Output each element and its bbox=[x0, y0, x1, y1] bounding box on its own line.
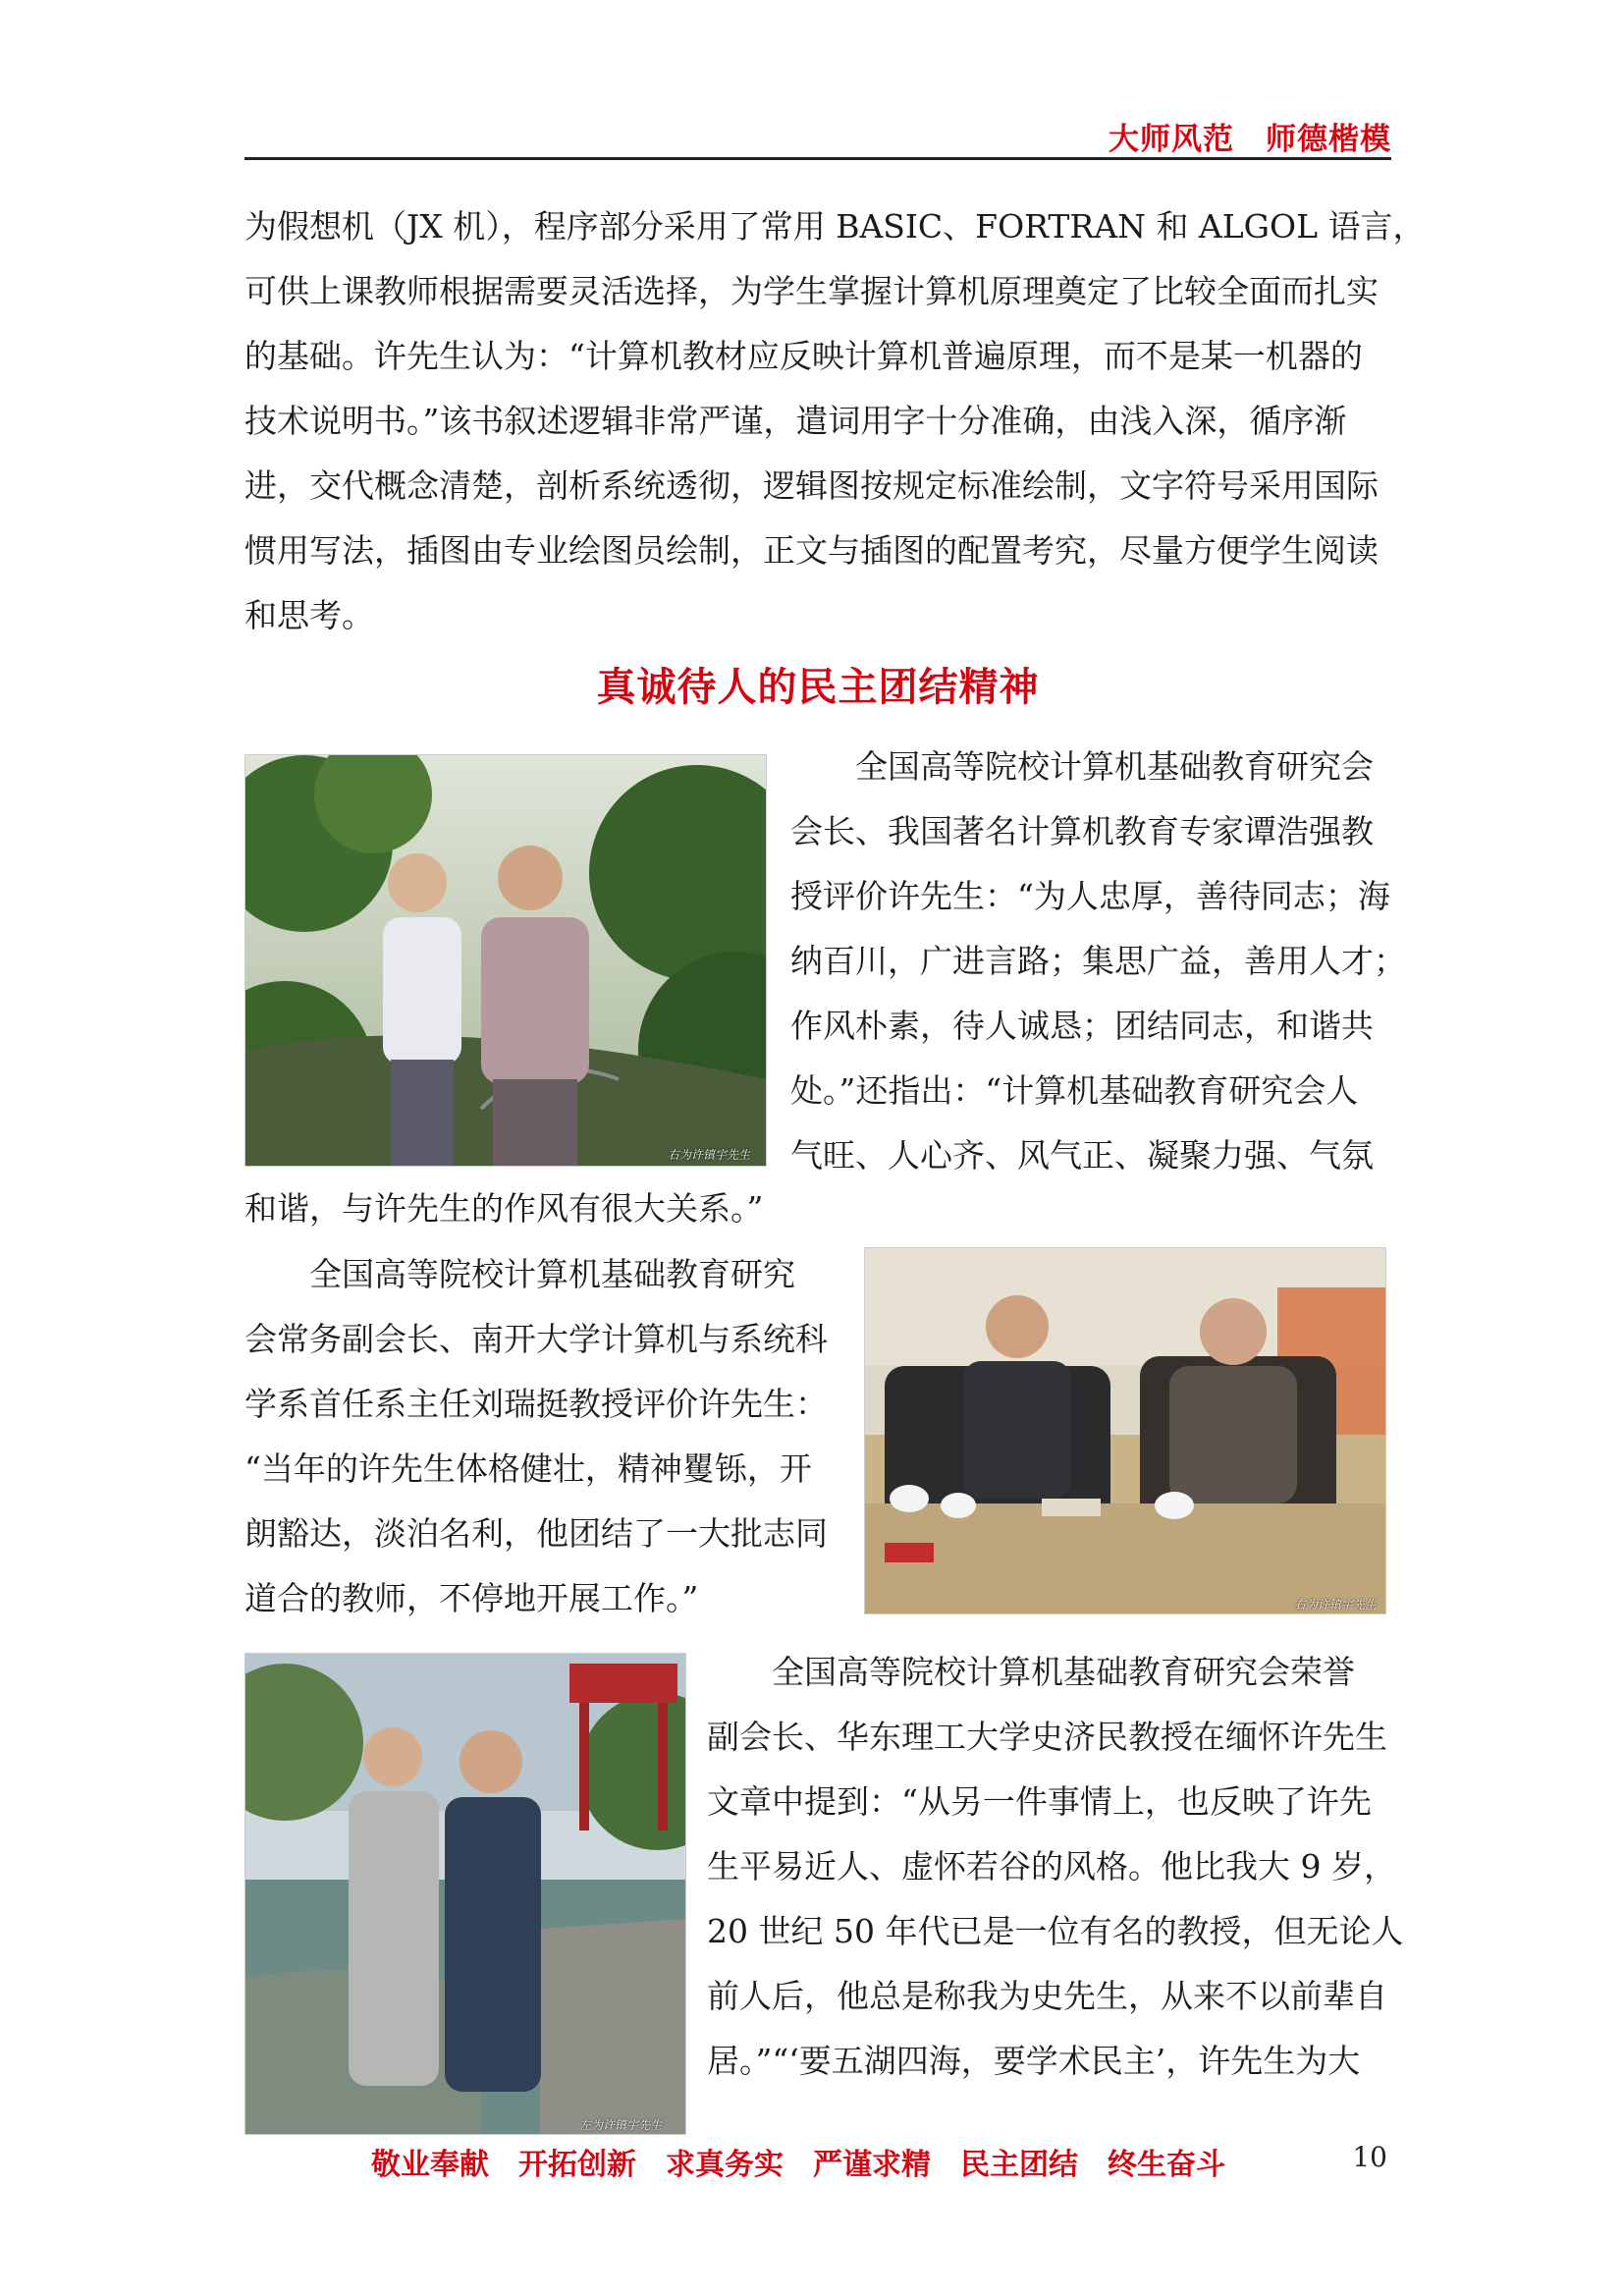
text-line: 20 世纪 50 年代已是一位有名的教授，但无论人 bbox=[707, 1912, 1404, 1950]
text-line: 气旺、人心齐、风气正、凝聚力强、气氛 bbox=[790, 1136, 1374, 1175]
block1-paragraph bbox=[790, 735, 1406, 1188]
block3-paragraph bbox=[707, 1640, 1404, 2094]
text-line: 技术说明书。”该书叙述逻辑非常严谨，遣词用字十分准确，由浅入深，循序渐 bbox=[244, 402, 1347, 440]
text-line: 全国高等院校计算机基础教育研究会 bbox=[855, 747, 1374, 786]
text-line: 惯用写法，插图由专业绘图员绘制，正文与插图的配置考究，尽量方便学生阅读 bbox=[244, 531, 1379, 570]
text-line: 会常务副会长、南开大学计算机与系统科 bbox=[244, 1320, 828, 1358]
text-line: 学系首任系主任刘瑞挺教授评价许先生： bbox=[244, 1385, 828, 1423]
text-line: 作风朴素，待人诚恳；团结同志，和谐共 bbox=[790, 1007, 1374, 1045]
photo-meeting-room bbox=[864, 1247, 1386, 1614]
text-line: 生平易近人、虚怀若谷的风格。他比我大 9 岁， bbox=[707, 1847, 1396, 1886]
text-line: 全国高等院校计算机基础教育研究 bbox=[309, 1255, 795, 1293]
intro-paragraph bbox=[244, 194, 1426, 648]
text-line: 会长、我国著名计算机教育专家谭浩强教 bbox=[790, 812, 1374, 850]
page-number: 10 bbox=[1352, 2141, 1387, 2173]
text-line: 前人后，他总是称我为史先生，从来不以前辈自 bbox=[707, 1977, 1387, 2015]
photo-caption: 右为许镇宇先生 bbox=[1294, 1598, 1378, 1612]
block1-tail bbox=[244, 1176, 1391, 1241]
text-line: “当年的许先生体格健壮，精神矍铄，开 bbox=[244, 1449, 812, 1488]
photo-caption: 左为许镇宇先生 bbox=[579, 2118, 663, 2132]
photo-two-men-trees bbox=[244, 754, 767, 1167]
text-line: 道合的教师，不停地开展工作。” bbox=[244, 1579, 699, 1617]
text-line: 可供上课教师根据需要灵活选择，为学生掌握计算机原理奠定了比较全面而扎实 bbox=[244, 272, 1379, 310]
text-line: 为假想机（JX 机），程序部分采用了常用 BASIC、FORTRAN 和 ALGOL 语言， bbox=[244, 207, 1426, 246]
section-title: 真诚待人的民主团结精神 bbox=[596, 665, 1040, 710]
text-line: 文章中提到：“从另一件事情上，也反映了许先 bbox=[707, 1782, 1372, 1821]
text-line: 居。”“‘要五湖四海，要学术民主’，许先生为大 bbox=[707, 2042, 1361, 2080]
text-line: 和思考。 bbox=[244, 596, 374, 634]
block2-paragraph bbox=[244, 1242, 843, 1631]
photo-caption: 右为许镇宇先生 bbox=[668, 1148, 751, 1162]
text-line: 和谐，与许先生的作风有很大关系。” bbox=[244, 1189, 764, 1228]
footer-motto: 敬业奉献 开拓创新 求真务实 严谨求精 民主团结 终生奋斗 bbox=[371, 2148, 1225, 2182]
header-rule bbox=[244, 157, 1391, 160]
text-line: 全国高等院校计算机基础教育研究会荣誉 bbox=[772, 1653, 1355, 1691]
running-header: 大师风范 师德楷模 bbox=[1109, 122, 1391, 157]
text-line: 进，交代概念清楚，剖析系统透彻，逻辑图按规定标准绘制，文字符号采用国际 bbox=[244, 466, 1379, 505]
text-line: 的基础。许先生认为：“计算机教材应反映计算机普遍原理，而不是某一机器的 bbox=[244, 337, 1363, 375]
text-line: 授评价许先生：“为人忠厚，善待同志；海 bbox=[790, 877, 1390, 915]
text-line: 纳百川，广进言路；集思广益，善用人才； bbox=[790, 942, 1406, 980]
text-line: 处。”还指出：“计算机基础教育研究会人 bbox=[790, 1071, 1359, 1110]
text-line: 朗豁达，淡泊名利，他团结了一大批志同 bbox=[244, 1514, 828, 1553]
photo-pavilion-lake bbox=[244, 1653, 686, 2135]
text-line: 副会长、华东理工大学史济民教授在缅怀许先生 bbox=[707, 1718, 1387, 1756]
